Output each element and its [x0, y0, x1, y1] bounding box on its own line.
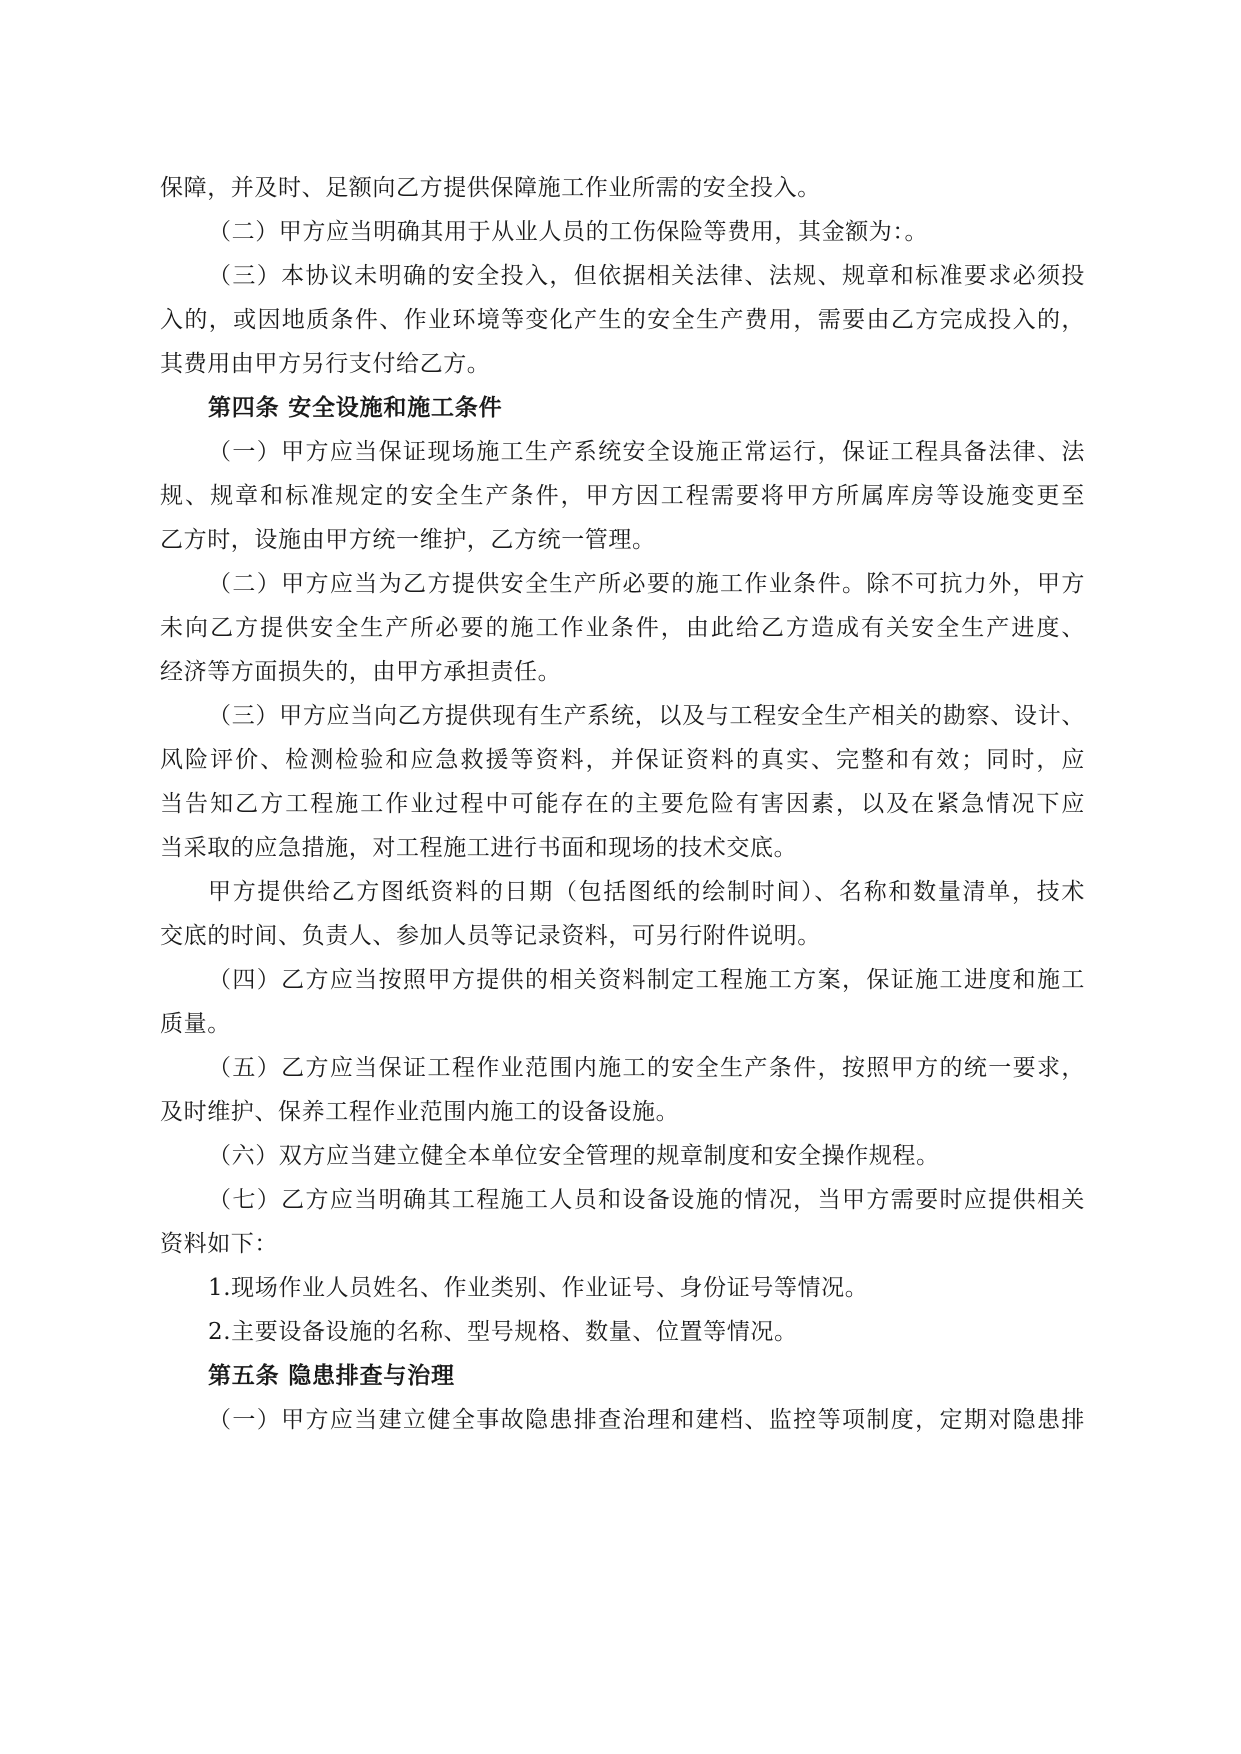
paragraph-line: 当采取的应急措施，对工程施工进行书面和现场的技术交底。 — [160, 835, 798, 861]
paragraph-line: 乙方时，设施由甲方统一维护，乙方统一管理。 — [160, 527, 656, 553]
section-heading-article-5: 第五条 隐患排查与治理 — [208, 1363, 455, 1389]
paragraph-line: （三）本协议未明确的安全投入，但依据相关法律、法规、规章和标准要求必须投 — [208, 263, 1085, 289]
paragraph-line: 经济等方面损失的，由甲方承担责任。 — [160, 659, 562, 685]
paragraph-line: 甲方提供给乙方图纸资料的日期（包括图纸的绘制时间）、名称和数量清单，技术 — [208, 879, 1085, 905]
paragraph-line: 风险评价、检测检验和应急救援等资料，并保证资料的真实、完整和有效；同时，应 — [160, 747, 1085, 773]
paragraph-line: 质量。 — [160, 1011, 231, 1037]
paragraph-line: （二）甲方应当为乙方提供安全生产所必要的施工作业条件。除不可抗力外，甲方 — [208, 571, 1085, 597]
paragraph-line: 规、规章和标准规定的安全生产条件，甲方因工程需要将甲方所属库房等设施变更至 — [160, 483, 1085, 509]
paragraph-line: 入的，或因地质条件、作业环境等变化产生的安全生产费用，需要由乙方完成投入的， — [160, 307, 1085, 333]
paragraph-line: 交底的时间、负责人、参加人员等记录资料，可另行附件说明。 — [160, 923, 821, 949]
paragraph-line: 当告知乙方工程施工作业过程中可能存在的主要危险有害因素，以及在紧急情况下应 — [160, 791, 1085, 817]
list-item: 1.现场作业人员姓名、作业类别、作业证号、身份证号等情况。 — [208, 1275, 869, 1301]
paragraph-line: （一）甲方应当保证现场施工生产系统安全设施正常运行，保证工程具备法律、法 — [208, 439, 1085, 465]
section-heading-article-4: 第四条 安全设施和施工条件 — [208, 395, 503, 421]
paragraph-line: 资料如下： — [160, 1231, 278, 1257]
paragraph-line: （四）乙方应当按照甲方提供的相关资料制定工程施工方案，保证施工进度和施工 — [208, 967, 1085, 993]
paragraph-line: （三）甲方应当向乙方提供现有生产系统，以及与工程安全生产相关的勘察、设计、 — [208, 703, 1085, 729]
paragraph-line: （一）甲方应当建立健全事故隐患排查治理和建档、监控等项制度，定期对隐患排 — [208, 1407, 1085, 1433]
list-item: 2.主要设备设施的名称、型号规格、数量、位置等情况。 — [208, 1319, 798, 1345]
paragraph-line: 其费用由甲方另行支付给乙方。 — [160, 351, 491, 377]
paragraph-line: 保障，并及时、足额向乙方提供保障施工作业所需的安全投入。 — [160, 175, 821, 201]
paragraph-line: 未向乙方提供安全生产所必要的施工作业条件，由此给乙方造成有关安全生产进度、 — [160, 615, 1085, 641]
paragraph-line: 及时维护、保养工程作业范围内施工的设备设施。 — [160, 1099, 680, 1125]
paragraph-line: （二）甲方应当明确其用于从业人员的工伤保险等费用，其金额为：。 — [208, 219, 929, 245]
paragraph-line: （七）乙方应当明确其工程施工人员和设备设施的情况，当甲方需要时应提供相关 — [208, 1187, 1085, 1213]
paragraph-line: （五）乙方应当保证工程作业范围内施工的安全生产条件，按照甲方的统一要求， — [208, 1055, 1085, 1081]
paragraph-line: （六）双方应当建立健全本单位安全管理的规章制度和安全操作规程。 — [208, 1143, 940, 1169]
